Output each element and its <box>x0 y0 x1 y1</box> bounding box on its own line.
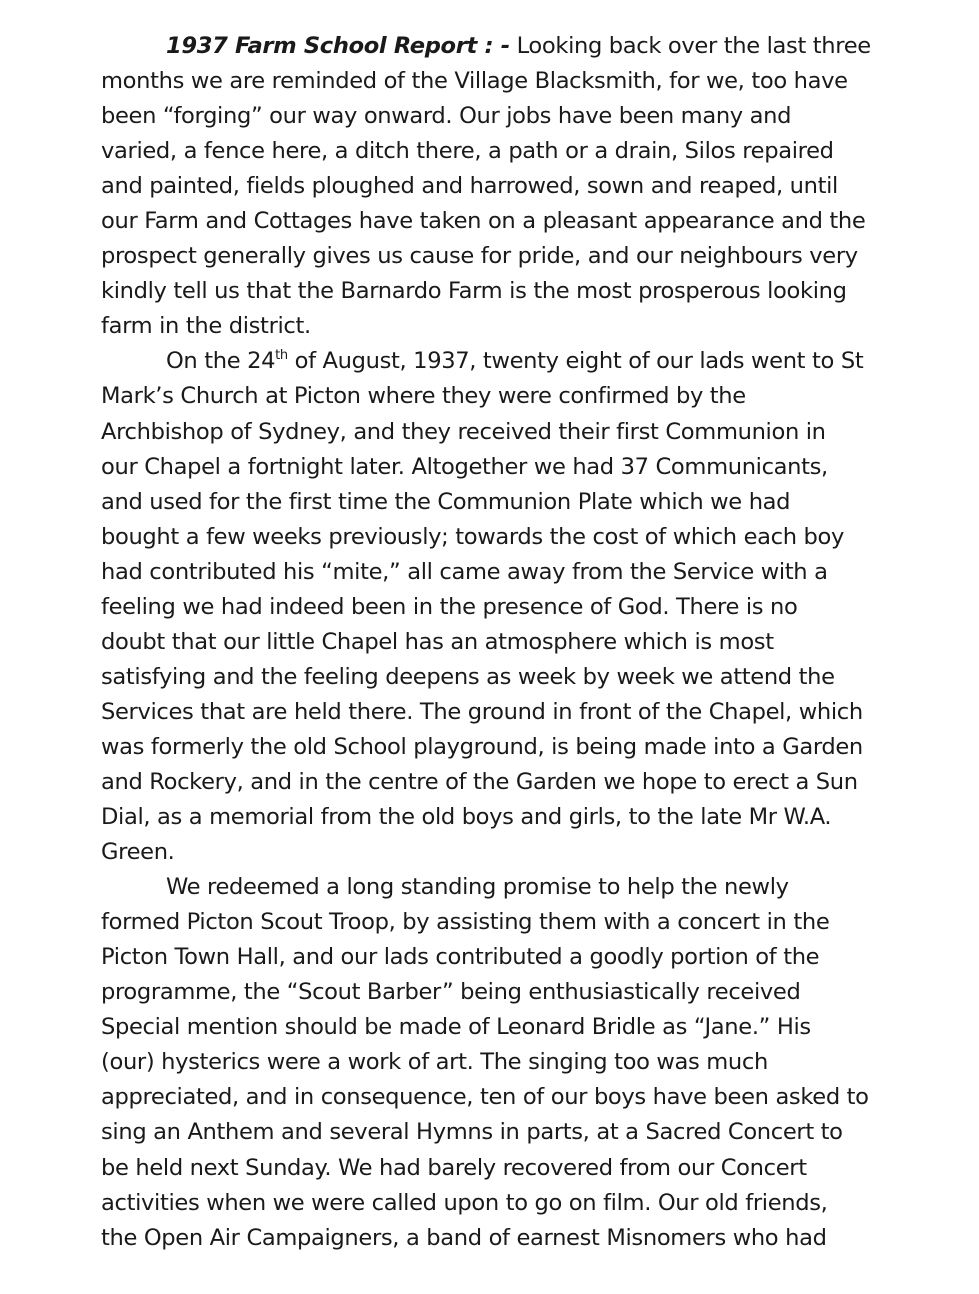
paragraph-2-line: was formerly the old School playground, is being made into a Garden <box>101 733 863 760</box>
paragraph-2-line: and Rockery, and in the centre of the Garden we hope to erect a Sun <box>101 768 858 795</box>
paragraph-2-line: had contributed his “mite,” all came away from the Service with a <box>101 558 828 585</box>
paragraph-1-line: months we are reminded of the Village Blacksmith, for we, too have <box>101 68 848 95</box>
paragraph-2-line: bought a few weeks previously; towards the cost of which each boy <box>101 523 845 550</box>
paragraph-3-line: the Open Air Campaigners, a band of earnest Misnomers who had <box>101 1224 827 1251</box>
paragraph-3-line: formed Picton Scout Troop, by assisting them with a concert in the <box>101 909 830 936</box>
paragraph-1-line: varied, a fence here, a ditch there, a path or a drain, Silos repaired <box>101 138 834 165</box>
paragraph-2-line: Mark’s Church at Picton where they were confirmed by the <box>101 383 746 410</box>
report-heading: 1937 Farm School Report : - <box>166 33 510 59</box>
paragraph-2-line: doubt that our little Chapel has an atmosphere which is most <box>101 628 774 655</box>
paragraph-2-line: Archbishop of Sydney, and they received their first Communion in <box>101 418 826 445</box>
paragraph-1 <box>101 29 921 344</box>
paragraph-1-line: been “forging” our way onward. Our jobs have been many and <box>101 103 792 130</box>
paragraph-1-line: farm in the district. <box>101 313 311 340</box>
paragraph-2-line: Services that are held there. The ground in front of the Chapel, which <box>101 698 863 725</box>
paragraph-3-line: We redeemed a long standing promise to help the newly <box>166 874 789 901</box>
paragraph-2-line: satisfying and the feeling deepens as week by week we attend the <box>101 663 835 690</box>
paragraph-2-line: and used for the first time the Communion Plate which we had <box>101 488 791 515</box>
paragraph-1-line: kindly tell us that the Barnardo Farm is the most prosperous looking <box>101 278 847 305</box>
paragraph-1-line: our Farm and Cottages have taken on a pleasant appearance and the <box>101 208 866 235</box>
paragraph-1-line: prospect generally gives us cause for pride, and our neighbours very <box>101 243 858 270</box>
paragraph-2-line <box>101 344 921 379</box>
paragraph-1-line: and painted, fields ploughed and harrowed, sown and reaped, until <box>101 173 838 200</box>
paragraph-3-line: sing an Anthem and several Hymns in parts, at a Sacred Concert to <box>101 1119 843 1146</box>
paragraph-3-line: be held next Sunday. We had barely recovered from our Concert <box>101 1154 807 1181</box>
paragraph-3-line: appreciated, and in consequence, ten of our boys have been asked to <box>101 1084 869 1111</box>
paragraph-1-line <box>101 29 921 64</box>
text-run: Looking back over the last three <box>509 33 871 59</box>
ordinal-superscript: th <box>275 348 288 364</box>
paragraph-2-line: Green. <box>101 839 175 866</box>
paragraph-3-line: programme, the “Scout Barber” being enthusiastically received <box>101 979 801 1006</box>
paragraph-3-line: (our) hysterics were a work of art. The singing too was much <box>101 1049 768 1076</box>
text-run: of August, 1937, twenty eight of our lads went to St <box>287 348 864 375</box>
paragraph-2 <box>101 344 921 870</box>
paragraph-3 <box>101 870 921 1256</box>
paragraph-3-line: Picton Town Hall, and our lads contributed a goodly portion of the <box>101 944 820 971</box>
paragraph-2-line: Dial, as a memorial from the old boys and girls, to the late Mr W.A. <box>101 804 832 831</box>
text-run: On the 24 <box>166 348 276 375</box>
paragraph-2-line: feeling we had indeed been in the presence of God. There is no <box>101 593 798 620</box>
paragraph-3-line: activities when we were called upon to go on film. Our old friends, <box>101 1189 828 1216</box>
paragraph-3-line: Special mention should be made of Leonard Bridle as “Jane.” His <box>101 1014 811 1041</box>
document-page <box>101 29 921 1256</box>
paragraph-2-line: our Chapel a fortnight later. Altogether we had 37 Communicants, <box>101 453 828 480</box>
